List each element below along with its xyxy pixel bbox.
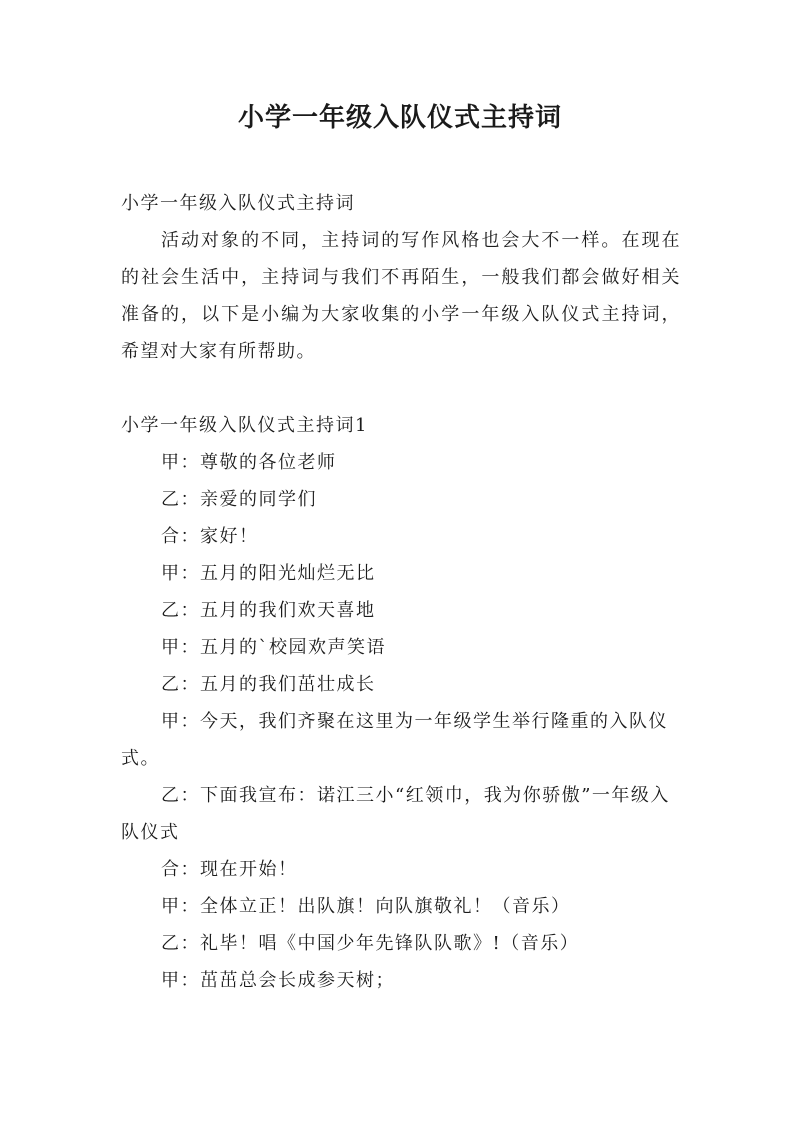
script-line: 甲：茁茁总会长成参天树； [161, 970, 395, 991]
document-title: 小学一年级入队仪式主持词 [237, 103, 562, 133]
script-line: 合：家好！ [161, 526, 259, 547]
script-line: 甲：全体立正！出队旗！向队旗敬礼！（音乐） [161, 896, 571, 917]
paragraph-spacer [121, 370, 681, 407]
document-body [121, 185, 681, 999]
script-line: 甲：尊敬的各位老师 [161, 452, 337, 473]
script-line: 乙：礼毕！唱《中国少年先锋队队歌》!（音乐） [161, 933, 580, 954]
script-line: 甲：五月的`校园欢声笑语 [161, 637, 386, 658]
document-subtitle: 小学一年级入队仪式主持词 [121, 193, 355, 214]
script-line: 甲：五月的阳光灿烂无比 [161, 563, 376, 584]
script-line: 合：现在开始！ [161, 859, 298, 880]
script-line: 乙：下面我宣布：诺江三小“红领巾，我为你骄傲”一年级入队仪式 [121, 785, 670, 843]
intro-paragraph: 活动对象的不同，主持词的写作风格也会大不一样。在现在的社会生活中，主持词与我们不再陌生，一般我们都会做好相关准备的，以下是小编为大家收集的小学一年级入队仪式主持词，希望对大家有所帮助。 [121, 230, 681, 362]
section-heading: 小学一年级入队仪式主持词1 [121, 415, 368, 436]
script-line: 甲：今天，我们齐聚在这里为一年级学生举行隆重的入队仪式。 [121, 711, 668, 769]
script-line: 乙：亲爱的同学们 [161, 489, 317, 510]
script-line: 乙：五月的我们欢天喜地 [161, 600, 376, 621]
script-line: 乙：五月的我们茁壮成长 [161, 674, 376, 695]
